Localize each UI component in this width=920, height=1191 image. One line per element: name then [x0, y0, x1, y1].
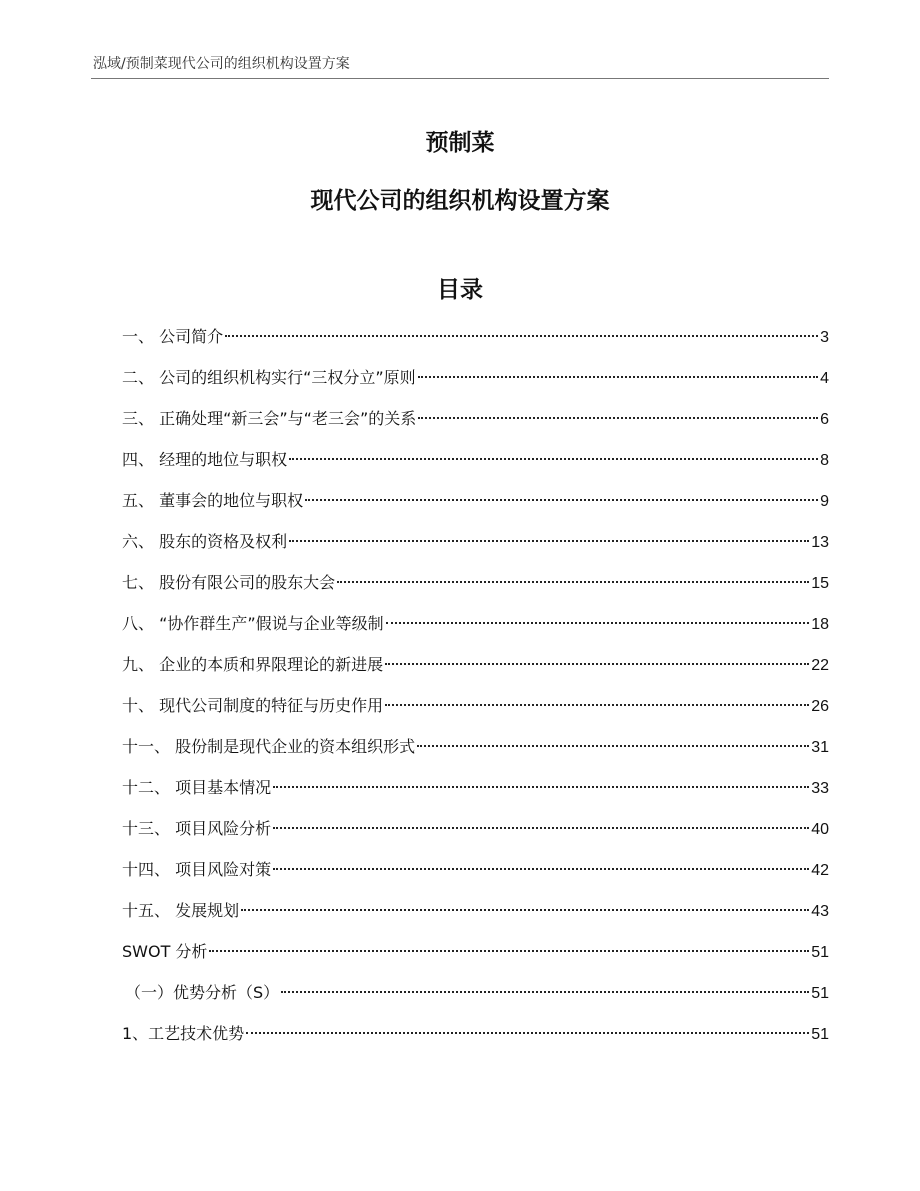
toc-entry-page: 22: [811, 657, 829, 674]
toc-entry-page: 6: [820, 411, 829, 428]
toc-entry-page: 26: [811, 698, 829, 715]
dot-leader: [241, 909, 809, 911]
dot-leader: [418, 417, 818, 419]
dot-leader: [273, 786, 809, 788]
toc-entry[interactable]: [122, 650, 829, 691]
toc-entry[interactable]: [122, 691, 829, 732]
toc-entry-label: 十三、 项目风险分析: [122, 819, 272, 838]
toc-entry-page: 33: [811, 780, 829, 797]
toc-entry-page: 9: [820, 493, 829, 510]
toc-entry-label: 十一、 股份制是现代企业的资本组织形式: [122, 737, 416, 756]
dot-leader: [417, 745, 809, 747]
toc-heading: 目录: [437, 277, 483, 303]
toc-entry-page: 3: [820, 329, 829, 346]
toc-entry[interactable]: [122, 773, 829, 814]
toc-entry-label: （一）优势分析（S）: [125, 983, 280, 1002]
toc-entry[interactable]: [122, 527, 829, 568]
toc-entry-page: 31: [811, 739, 829, 756]
toc-entry[interactable]: [122, 1019, 829, 1060]
toc-entry-label: 八、 “协作群生产”假说与企业等级制: [122, 614, 384, 633]
dot-leader: [337, 581, 809, 583]
toc-entry-page: 8: [820, 452, 829, 469]
dot-leader: [418, 376, 818, 378]
dot-leader: [289, 458, 818, 460]
header-divider: [91, 78, 829, 79]
toc-entry[interactable]: [122, 322, 829, 363]
toc-entry-label: 十五、 发展规划: [122, 901, 240, 920]
toc-entry-page: 15: [811, 575, 829, 592]
toc-entry-label: 四、 经理的地位与职权: [122, 450, 288, 469]
toc-entry[interactable]: [122, 814, 829, 855]
toc-entry-page: 13: [811, 534, 829, 551]
toc-entry-page: 43: [811, 903, 829, 920]
toc-entry[interactable]: [122, 896, 829, 937]
toc-entry-label: 七、 股份有限公司的股东大会: [122, 573, 336, 592]
dot-leader: [273, 868, 809, 870]
toc-entry-page: 42: [811, 862, 829, 879]
toc-entry[interactable]: [122, 609, 829, 650]
toc-entry-label: 三、 正确处理“新三会”与“老三会”的关系: [122, 409, 417, 428]
toc-entry-label: 十、 现代公司制度的特征与历史作用: [122, 696, 384, 715]
toc-entry[interactable]: [122, 445, 829, 486]
dot-leader: [281, 991, 809, 993]
document-title-line1: 预制菜: [425, 130, 495, 156]
running-header: 泓域/预制菜现代公司的组织机构设置方案: [93, 56, 350, 72]
toc-entry[interactable]: [122, 855, 829, 896]
toc-entry-label: 五、 董事会的地位与职权: [122, 491, 304, 510]
toc-entry-label: SWOT 分析: [122, 942, 208, 961]
toc-entry-page: 4: [820, 370, 829, 387]
toc-entry-label: 九、 企业的本质和界限理论的新进展: [122, 655, 384, 674]
dot-leader: [225, 335, 818, 337]
toc-entry[interactable]: [122, 568, 829, 609]
toc-entry-page: 40: [811, 821, 829, 838]
toc-entry[interactable]: [122, 978, 829, 1019]
toc-entry[interactable]: [122, 732, 829, 773]
toc-entry[interactable]: [122, 937, 829, 978]
toc-entry-label: 十四、 项目风险对策: [122, 860, 272, 879]
toc-entry[interactable]: [122, 486, 829, 527]
dot-leader: [289, 540, 809, 542]
dot-leader: [273, 827, 809, 829]
toc-entry-label: 六、 股东的资格及权利: [122, 532, 288, 551]
toc-entry-page: 51: [811, 985, 829, 1002]
toc-entry-label: 1、工艺技术优势: [122, 1024, 245, 1043]
dot-leader: [305, 499, 818, 501]
table-of-contents: [122, 322, 829, 1060]
toc-entry-page: 18: [811, 616, 829, 633]
toc-entry-label: 二、 公司的组织机构实行“三权分立”原则: [122, 368, 416, 387]
toc-entry-label: 一、 公司简介: [122, 327, 224, 346]
dot-leader: [209, 950, 809, 952]
toc-entry-page: 51: [811, 1026, 829, 1043]
dot-leader: [386, 622, 810, 624]
toc-entry-label: 十二、 项目基本情况: [122, 778, 272, 797]
dot-leader: [246, 1032, 809, 1034]
toc-entry-page: 51: [811, 944, 829, 961]
toc-entry[interactable]: [122, 404, 829, 445]
toc-entry[interactable]: [122, 363, 829, 404]
dot-leader: [385, 663, 809, 665]
dot-leader: [385, 704, 809, 706]
document-title-line2: 现代公司的组织机构设置方案: [310, 188, 610, 214]
